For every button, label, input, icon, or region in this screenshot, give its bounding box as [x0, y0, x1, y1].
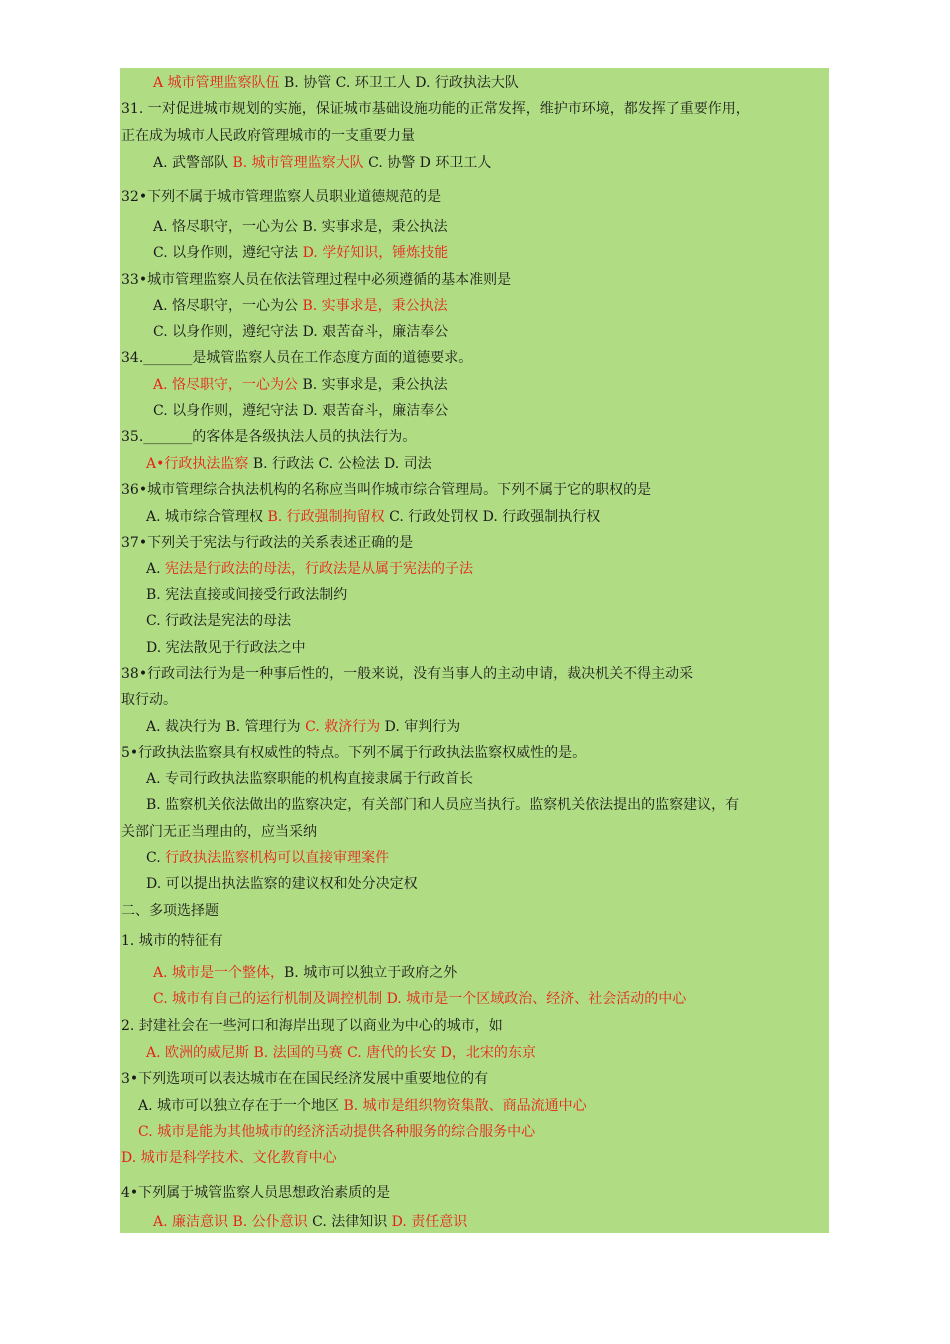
text-line [146, 796, 739, 814]
answer-text: B. 城市管理监察大队 [232, 155, 364, 171]
text-line [121, 349, 472, 367]
question-text: 二、多项选择题 [121, 903, 219, 919]
question-text: C. 行政法是宪法的母法 [146, 613, 292, 629]
question-text: A. 城市综合管理权 [146, 509, 268, 525]
text-line [121, 428, 416, 446]
question-text: C. 行政处罚权 D. 行政强制执行权 [384, 509, 601, 525]
text-line [121, 127, 415, 145]
question-text: D. 宪法散见于行政法之中 [146, 640, 306, 656]
text-line [121, 100, 750, 118]
answer-text: A. 城市是一个整体， [153, 965, 285, 981]
text-line [138, 1097, 587, 1115]
answer-text: D. 责任意识 [391, 1214, 468, 1230]
question-text: B. 城市可以独立于政府之外 [284, 965, 458, 981]
text-line [121, 902, 219, 920]
text-line [146, 875, 418, 893]
text-line [146, 1044, 536, 1062]
question-text: 2. 封建社会在一些河口和海岸出现了以商业为中心的城市，如 [121, 1018, 503, 1034]
text-line [153, 244, 448, 262]
question-text: 38•行政司法行为是一种事后性的，一般来说，没有当事人的主动申请，裁决机关不得主动采 [121, 666, 694, 682]
text-line [121, 744, 586, 762]
question-text: A. 城市可以独立存在于一个地区 [138, 1098, 344, 1114]
text-line [146, 718, 460, 736]
text-line [153, 218, 448, 236]
text-line [121, 481, 651, 499]
text-line [153, 1213, 467, 1231]
question-text: 1. 城市的特征有 [121, 933, 223, 949]
question-text: C. [146, 850, 166, 866]
answer-text: A. 欧洲的威尼斯 B. 法国的马赛 C. 唐代的长安 D，北宋的东京 [146, 1045, 536, 1061]
question-text: 3•下列选项可以表达城市在在国民经济发展中重要地位的有 [121, 1071, 489, 1087]
answer-text: A•行政执法监察 [146, 456, 249, 472]
text-line [153, 990, 686, 1008]
text-line [121, 534, 413, 552]
question-text: B. 实事求是，秉公执法 [298, 377, 448, 393]
answer-text: C. 救济行为 [305, 719, 381, 735]
text-line [146, 612, 291, 630]
text-line [153, 74, 519, 92]
question-text: A. 武警部队 [153, 155, 233, 171]
answer-text: B. 行政强制拘留权 [267, 509, 385, 525]
text-line [121, 188, 441, 206]
text-line [153, 402, 448, 420]
question-text: B. 行政法 C. 公检法 D. 司法 [248, 456, 432, 472]
text-line [121, 271, 511, 289]
question-text: 关部门无正当理由的，应当采纳 [121, 824, 317, 840]
text-line [138, 1123, 535, 1141]
text-line [153, 154, 491, 172]
answer-text: A 城市管理监察队伍 [153, 75, 280, 91]
text-line [146, 770, 473, 788]
question-text: A. 恪尽职守，一心为公 [153, 298, 303, 314]
text-line [153, 297, 448, 315]
question-text: 36•城市管理综合执法机构的名称应当叫作城市综合管理局。下列不属于它的职权的是 [121, 482, 652, 498]
question-text: 5•行政执法监察具有权威性的特点。下列不属于行政执法监察权威性的是。 [121, 745, 587, 761]
text-line [121, 932, 223, 950]
question-text: 33•城市管理监察人员在依法管理过程中必须遵循的基本准则是 [121, 272, 512, 288]
question-text: 正在成为城市人民政府管理城市的一支重要力量 [121, 128, 415, 144]
text-line [146, 639, 306, 657]
text-line [153, 323, 448, 341]
question-text: C. 以身作则，遵纪守法 D. 艰苦奋斗，廉洁奉公 [153, 324, 449, 340]
answer-text: B. 城市是组织物资集散、商品流通中心 [343, 1098, 587, 1114]
question-text: 32•下列不属于城市管理监察人员职业道德规范的是 [121, 189, 442, 205]
text-line [153, 376, 448, 394]
question-text: C. 法律知识 [307, 1214, 392, 1230]
answer-text: 行政执法监察机构可以直接审理案件 [165, 850, 390, 866]
answer-text: C. 城市有自己的运行机制及调控机制 [153, 991, 387, 1007]
text-line [121, 1184, 390, 1202]
question-text: 31. 一对促进城市规划的实施，保证城市基础设施功能的正常发挥，维护市环境，都发挥了重要作用， [121, 101, 750, 117]
question-text: D. 审判行为 [380, 719, 461, 735]
question-text: B. 宪法直接或间接受行政法制约 [146, 587, 348, 603]
text-line [146, 560, 473, 578]
answer-text: A. 廉洁意识 B. 公仆意识 [153, 1214, 308, 1230]
question-text: A. 裁决行为 B. 管理行为 [146, 719, 306, 735]
question-text: D. 可以提出执法监察的建议权和处分决定权 [146, 876, 418, 892]
question-text: A. 专司行政执法监察职能的机构直接隶属于行政首长 [146, 771, 474, 787]
question-text: C. 协警 D 环卫工人 [363, 155, 492, 171]
text-line [153, 964, 457, 982]
answer-text: D. 城市是一个区域政治、经济、社会活动的中心 [386, 991, 687, 1007]
answer-text: B. 实事求是，秉公执法 [302, 298, 448, 314]
question-text: 35._______的客体是各级执法人员的执法行为。 [121, 429, 417, 445]
answer-text: D. 学好知识，锤炼技能 [302, 245, 449, 261]
question-text: 取行动。 [121, 692, 177, 708]
text-line [146, 586, 347, 604]
question-text: B. 监察机关依法做出的监察决定，有关部门和人员应当执行。监察机关依法提出的监察建议，有 [146, 797, 740, 813]
question-text: 4•下列属于城管监察人员思想政治素质的是 [121, 1185, 391, 1201]
text-line [146, 455, 432, 473]
text-line [121, 1070, 488, 1088]
text-line [121, 1017, 503, 1035]
text-line [146, 508, 600, 526]
question-text: 37•下列关于宪法与行政法的关系表述正确的是 [121, 535, 414, 551]
answer-text: 宪法是行政法的母法，行政法是从属于宪法的子法 [165, 561, 474, 577]
question-text: C. 以身作则，遵纪守法 [153, 245, 303, 261]
question-text: C. 以身作则，遵纪守法 D. 艰苦奋斗，廉洁奉公 [153, 403, 449, 419]
answer-text: C. 城市是能为其他城市的经济活动提供各种服务的综合服务中心 [138, 1124, 536, 1140]
text-line [121, 1149, 337, 1167]
answer-text: A. 恪尽职守，一心为公 [153, 377, 299, 393]
text-line [121, 823, 317, 841]
text-line [121, 665, 693, 683]
text-line [146, 849, 389, 867]
question-text: A. [146, 561, 166, 577]
answer-text: D. 城市是科学技术、文化教育中心 [121, 1150, 337, 1166]
question-text: A. 恪尽职守，一心为公 B. 实事求是，秉公执法 [153, 219, 448, 235]
question-text: 34._______是城管监察人员在工作态度方面的道德要求。 [121, 350, 473, 366]
question-text: B. 协管 C. 环卫工人 D. 行政执法大队 [279, 75, 519, 91]
text-line [121, 691, 177, 709]
